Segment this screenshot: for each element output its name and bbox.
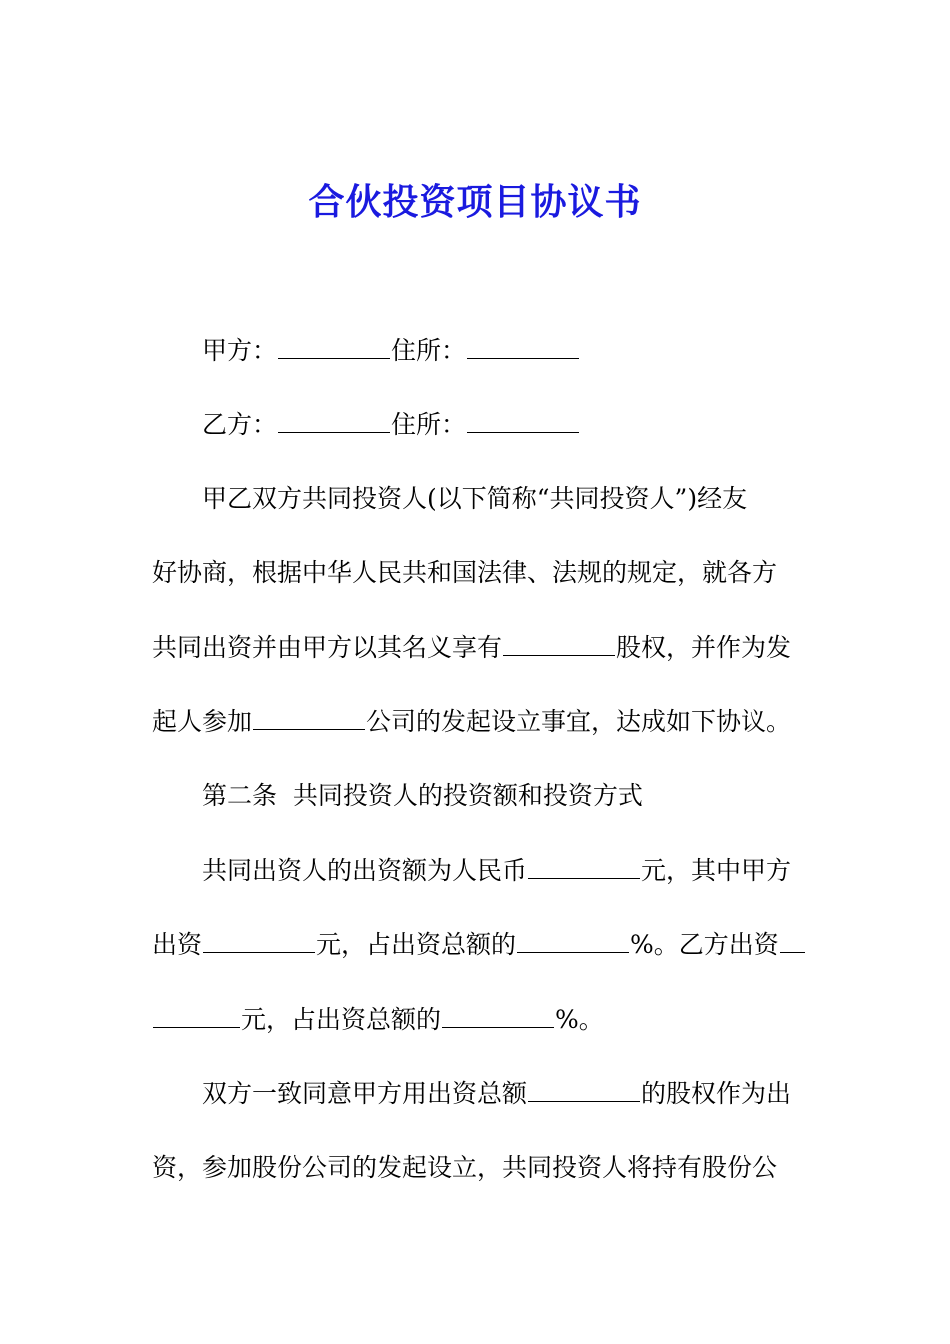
party-a-line [202, 331, 580, 371]
preamble-line-4-text-a: 起人参加 [152, 707, 253, 736]
article-2-heading: 第二条 共同投资人的投资额和投资方式 [202, 781, 643, 810]
party-a-percent-blank [517, 928, 629, 953]
party-a-capital-blank [203, 928, 315, 953]
party-b-line [202, 405, 580, 445]
capital-line-1-text-b: 元，其中甲方 [641, 856, 792, 885]
party-a-name-blank [278, 334, 390, 359]
party-a-label: 甲方： [202, 336, 278, 365]
preamble-line-2: 好协商，根据中华人民共和国法律、法规的规定，就各方 [152, 558, 778, 587]
document-title: 合伙投资项目协议书 [308, 181, 642, 223]
party-b-capital-blank-start [780, 928, 805, 953]
capital-line-3 [152, 1000, 604, 1040]
equity-share-blank [528, 1077, 640, 1102]
capital-line-2-text-c: %。乙方出资 [630, 930, 779, 959]
agreement-line-1 [202, 1074, 791, 1114]
party-b-capital-blank-end [153, 1003, 240, 1028]
equity-blank [503, 631, 615, 656]
party-a-address-label: 住所： [391, 336, 467, 365]
agreement-line-2: 资，参加股份公司的发起设立，共同投资人将持有股份公 [152, 1153, 778, 1182]
agreement-line-1-text-a: 双方一致同意甲方用出资总额 [202, 1079, 528, 1108]
party-a-address-blank [467, 334, 579, 359]
party-b-address-label: 住所： [391, 410, 467, 439]
preamble-line-3-text-b: 股权，并作为发 [616, 633, 792, 662]
party-b-address-blank [467, 408, 579, 433]
preamble-line-1: 甲乙双方共同投资人(以下简称“共同投资人”)经友 [202, 484, 748, 513]
preamble-line-4 [152, 702, 791, 742]
capital-line-2-text-b: 元，占出资总额的 [316, 930, 517, 959]
capital-line-1-text-a: 共同出资人的出资额为人民币 [202, 856, 528, 885]
capital-line-1 [202, 851, 791, 891]
total-capital-blank [528, 854, 640, 879]
preamble-line-3-text-a: 共同出资并由甲方以其名义享有 [152, 633, 503, 662]
party-b-percent-blank [442, 1003, 554, 1028]
preamble-line-3 [152, 628, 791, 668]
party-b-name-blank [278, 408, 390, 433]
preamble-line-4-text-b: 公司的发起设立事宜，达成如下协议。 [366, 707, 792, 736]
capital-line-2-text-a: 出资 [152, 930, 203, 959]
company-name-blank [253, 705, 365, 730]
capital-line-2 [152, 925, 806, 965]
party-b-label: 乙方： [202, 410, 278, 439]
capital-line-3-text-a: 元，占出资总额的 [241, 1005, 442, 1034]
capital-line-3-text-b: %。 [555, 1005, 604, 1034]
agreement-line-1-text-b: 的股权作为出 [641, 1079, 792, 1108]
